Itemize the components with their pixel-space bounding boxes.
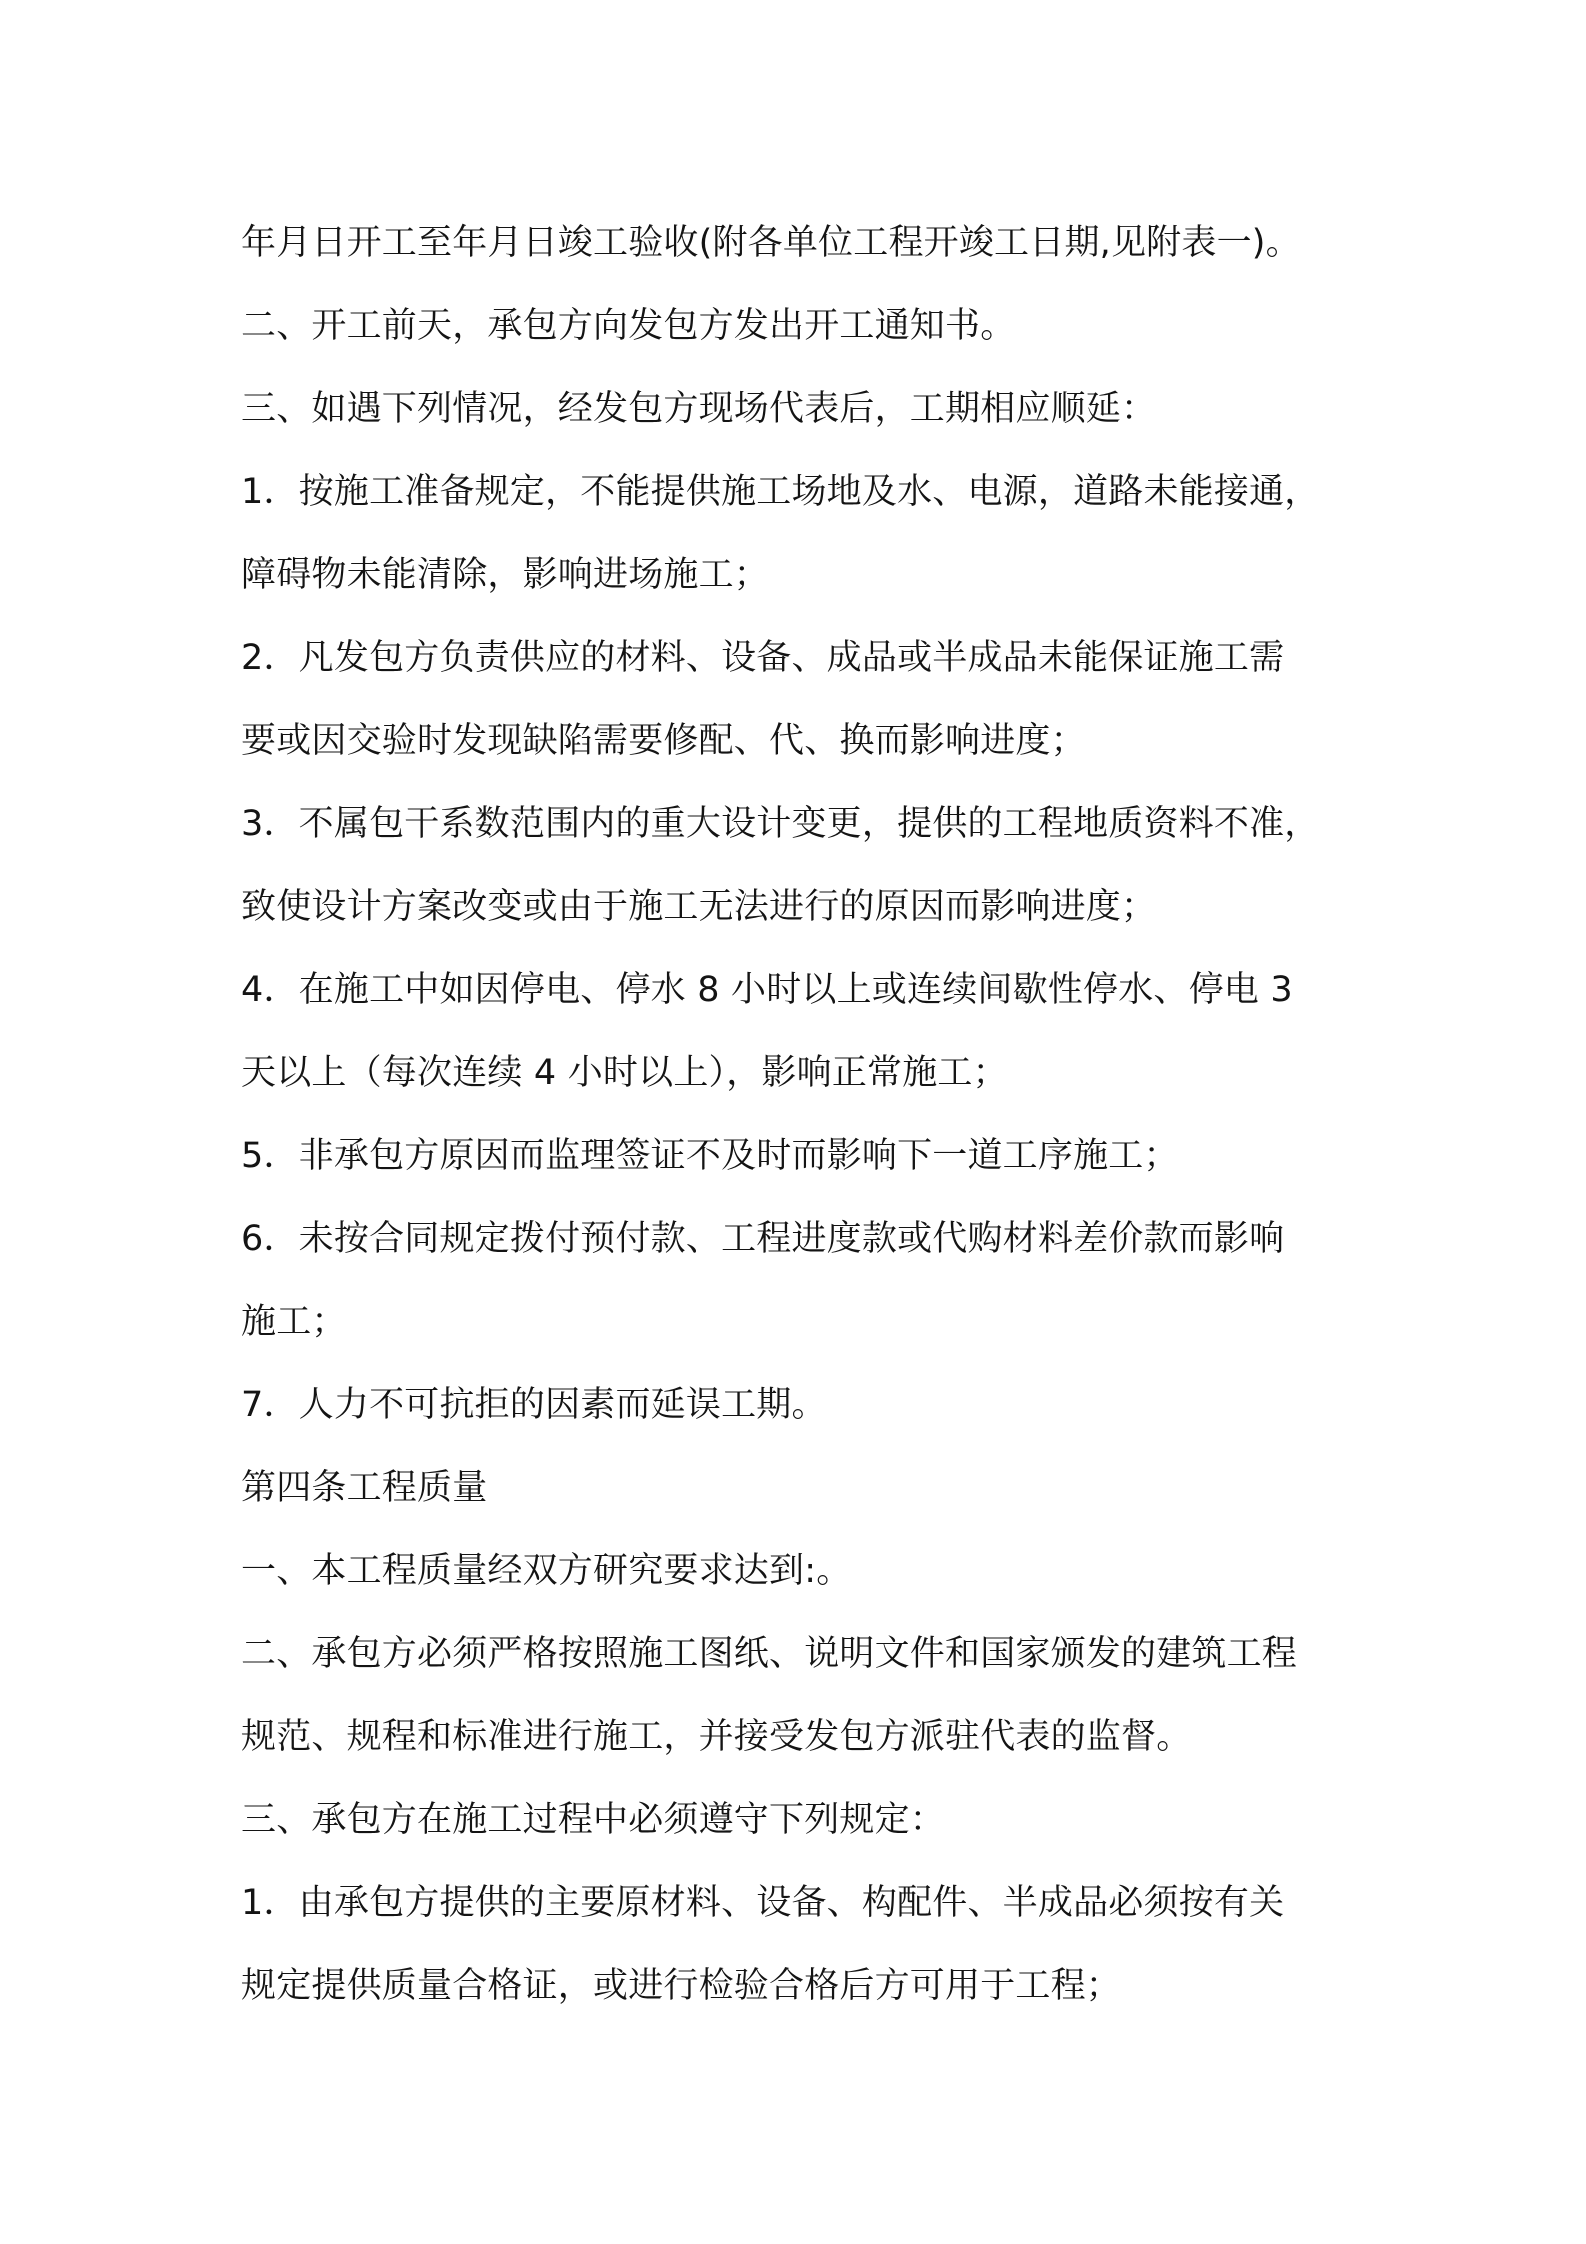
text-line: 一、本工程质量经双方研究要求达到:。 — [241, 1551, 852, 1591]
text-line: 施工； — [241, 1302, 347, 1342]
document-body — [241, 202, 1371, 2028]
text-line: 1．按施工准备规定，不能提供施工场地及水、电源，道路未能接通， — [241, 472, 1320, 512]
text-line: 致使设计方案改变或由于施工无法进行的原因而影响进度； — [241, 887, 1157, 927]
text-line: 1．由承包方提供的主要原材料、设备、构配件、半成品必须按有关 — [241, 1883, 1285, 1923]
text-line: 6．未按合同规定拨付预付款、工程进度款或代购材料差价款而影响 — [241, 1219, 1285, 1259]
text-line: 2．凡发包方负责供应的材料、设备、成品或半成品未能保证施工需 — [241, 638, 1285, 678]
text-line: 障碍物未能清除，影响进场施工； — [241, 555, 770, 595]
text-line: 7．人力不可抗拒的因素而延误工期。 — [241, 1385, 827, 1425]
text-line: 三、如遇下列情况，经发包方现场代表后，工期相应顺延： — [241, 389, 1157, 429]
section-heading: 第四条工程质量 — [241, 1468, 488, 1508]
text-line: 二、承包方必须严格按照施工图纸、说明文件和国家颁发的建筑工程 — [241, 1634, 1298, 1674]
text-line: 要或因交验时发现缺陷需要修配、代、换而影响进度； — [241, 721, 1086, 761]
text-line: 年月日开工至年月日竣工验收(附各单位工程开竣工日期,见附表一)。 — [241, 223, 1301, 263]
text-line: 二、开工前天，承包方向发包方发出开工通知书。 — [241, 306, 1016, 346]
text-line: 4．在施工中如因停电、停水 8 小时以上或连续间歇性停水、停电 3 — [241, 970, 1293, 1010]
text-line: 规定提供质量合格证，或进行检验合格后方可用于工程； — [241, 1966, 1122, 2006]
text-line: 规范、规程和标准进行施工，并接受发包方派驻代表的监督。 — [241, 1717, 1192, 1757]
text-line: 3．不属包干系数范围内的重大设计变更，提供的工程地质资料不准， — [241, 804, 1320, 844]
text-line: 天以上（每次连续 4 小时以上），影响正常施工； — [241, 1053, 1008, 1093]
text-line: 5．非承包方原因而监理签证不及时而影响下一道工序施工； — [241, 1136, 1179, 1176]
text-line: 三、承包方在施工过程中必须遵守下列规定： — [241, 1800, 946, 1840]
